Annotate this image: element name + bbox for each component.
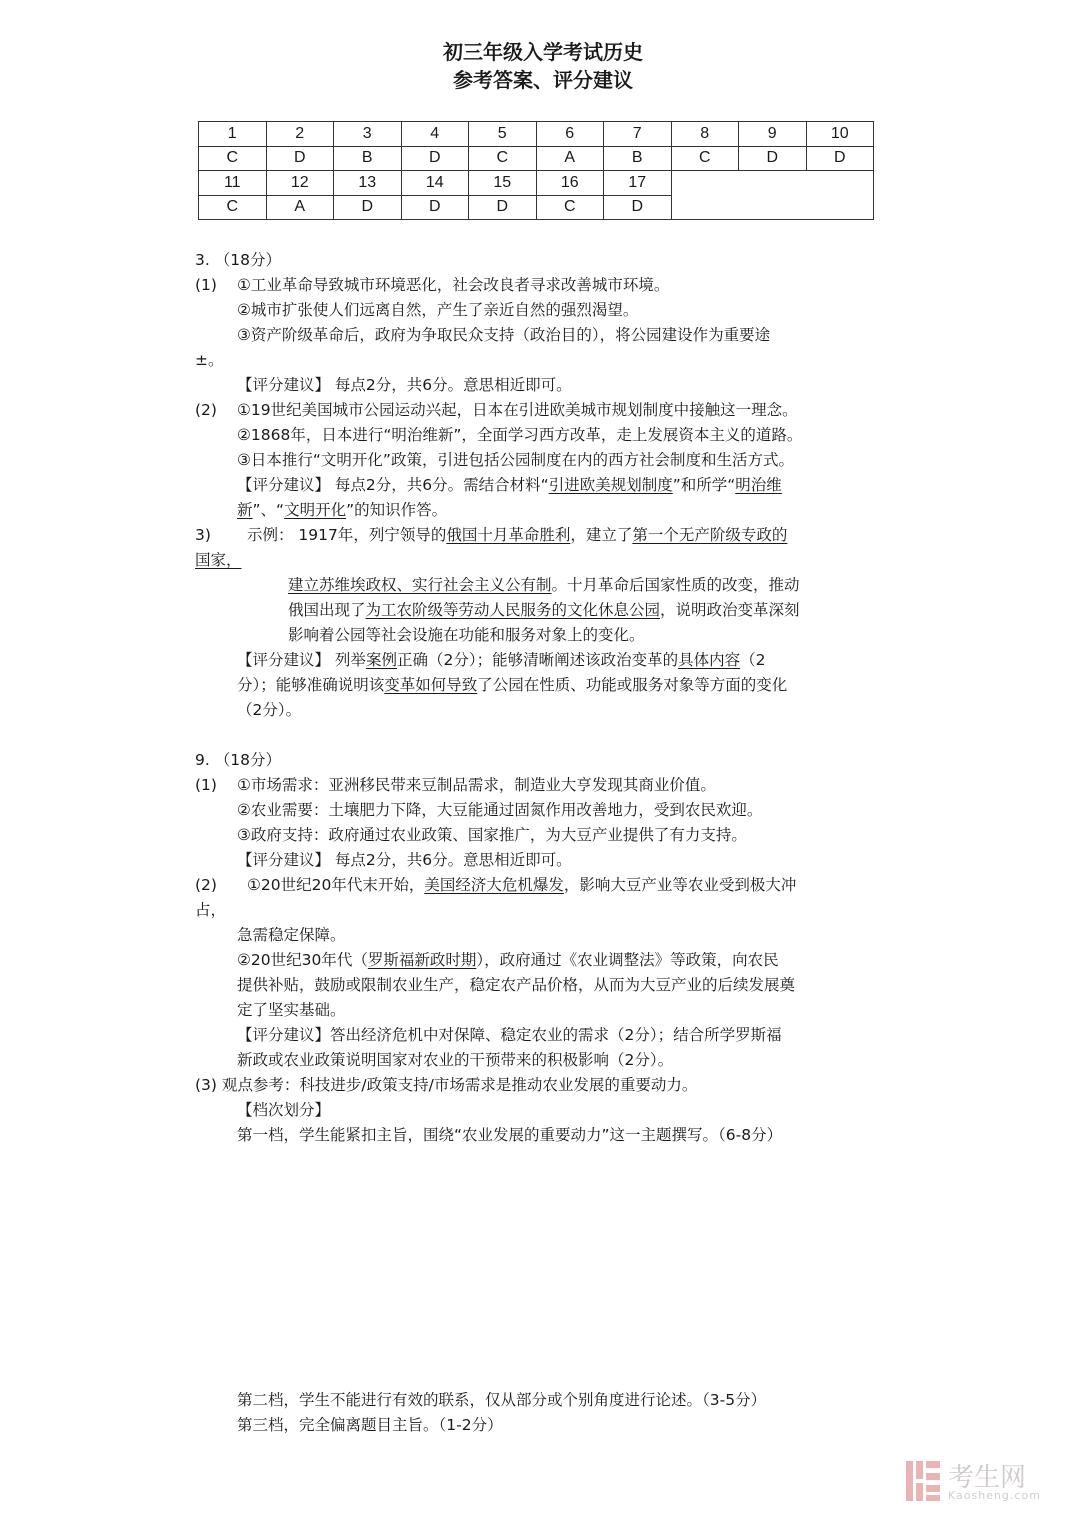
q-num: 1 bbox=[199, 122, 267, 147]
q-num: 4 bbox=[401, 122, 469, 147]
q19-p2-score: 新政或农业政策说明国家对农业的干预带来的积极影响（2分）。 bbox=[237, 1051, 674, 1069]
q-num: 10 bbox=[806, 122, 874, 147]
watermark-text: 考生网 bbox=[948, 1463, 1027, 1493]
q18-p2-line: ③日本推行“文明开化”政策，引进包括公园制度在内的西方社会制度和生活方式。 bbox=[237, 451, 794, 469]
q-answer: A bbox=[266, 195, 334, 220]
q-num: 16 bbox=[536, 171, 604, 196]
q-answer: C bbox=[199, 146, 267, 171]
q-num: 8 bbox=[671, 122, 739, 147]
q-answer: C bbox=[671, 146, 739, 171]
q-answer: D bbox=[806, 146, 874, 171]
q-num: 13 bbox=[334, 171, 402, 196]
q18-p3-line: 国家， bbox=[195, 551, 242, 569]
q-answer: B bbox=[334, 146, 402, 171]
table-row bbox=[199, 146, 874, 171]
q18-p1-line: ①工业革命导致城市环境恶化，社会改良者寻求改善城市环境。 bbox=[237, 276, 670, 294]
q-num: 6 bbox=[536, 122, 604, 147]
answer-table bbox=[198, 121, 874, 220]
q19-header: 9. （18分） bbox=[195, 751, 281, 769]
doc-title: 初三年级入学考试历史 bbox=[443, 40, 643, 64]
q19-p3-line: 第一档，学生能紧扣主旨，围绕“农业发展的重要动力”这一主题撰写。（6-8分） bbox=[237, 1126, 783, 1144]
q19-p1-line: ②农业需要：土壤肥力下降，大豆能通过固氮作用改善地力，受到农民欢迎。 bbox=[237, 801, 763, 819]
q-answer: C bbox=[469, 146, 537, 171]
q18-p1-line: ②城市扩张使人们远离自然，产生了亲近自然的强烈渴望。 bbox=[237, 301, 639, 319]
q19-p2-line: ②20世纪30年代（罗斯福新政时期），政府通过《农业调整法》等政策，向农民 bbox=[237, 951, 779, 969]
q18-p1-label: (1) bbox=[195, 276, 217, 294]
q18-p1-line: ③资产阶级革命后，政府为争取民众支持（政治目的），将公园建设作为重要途 bbox=[237, 326, 771, 344]
q19-p1-line: ③政府支持：政府通过农业政策、国家推广，为大豆产业提供了有力支持。 bbox=[237, 826, 747, 844]
q-num: 17 bbox=[604, 171, 672, 196]
q-answer: D bbox=[604, 195, 672, 220]
watermark-sub: Kaosheng.com bbox=[948, 1489, 1041, 1502]
table-row bbox=[199, 122, 874, 147]
q19-p3-line: 第二档，学生不能进行有效的联系，仅从部分或个别角度进行论述。（3-5分） bbox=[237, 1391, 767, 1409]
q-answer: B bbox=[604, 146, 672, 171]
q18-p3-line: 俄国出现了为工农阶级等劳动人民服务的文化休息公园，说明政治变革深刻 bbox=[288, 601, 800, 619]
q18-p2-score-cont: 新”、“文明开化”的知识作答。 bbox=[237, 501, 448, 519]
q18-p2-line: ①19世纪美国城市公园运动兴起，日本在引进欧美城市规划制度中接触这一理念。 bbox=[237, 401, 798, 419]
q19-p1-score: 【评分建议】 每点2分，共6分。意思相近即可。 bbox=[237, 851, 572, 869]
q18-p2-score: 【评分建议】 每点2分，共6分。需结合材料“引进欧美规划制度”和所学“明治维 bbox=[237, 476, 782, 494]
q-answer: D bbox=[334, 195, 402, 220]
q-answer: D bbox=[401, 146, 469, 171]
q-num: 7 bbox=[604, 122, 672, 147]
q-num: 15 bbox=[469, 171, 537, 196]
q18-p3-line: 建立苏维埃政权、实行社会主义公有制。十月革命后国家性质的改变，推动 bbox=[288, 576, 800, 594]
q18-p3-line: 影响着公园等社会设施在功能和服务对象上的变化。 bbox=[288, 626, 645, 644]
q19-p1-label: (1) bbox=[195, 776, 217, 794]
q19-p2-line: 急需稳定保障。 bbox=[237, 926, 346, 944]
q19-p3-line: (3) 观点参考：科技进步/政策支持/市场需求是推动农业发展的重要动力。 bbox=[195, 1076, 698, 1094]
q19-p2-line: 提供补贴，鼓励或限制农业生产，稳定农产品价格，从而为大豆产业的后续发展奠 bbox=[237, 976, 796, 994]
q-num: 5 bbox=[469, 122, 537, 147]
q-num: 12 bbox=[266, 171, 334, 196]
empty-cell bbox=[671, 171, 874, 220]
q18-header: 3. （18分） bbox=[195, 251, 281, 269]
q-num: 3 bbox=[334, 122, 402, 147]
q18-p2-line: ②1868年，日本进行“明治维新”，全面学习西方改革，走上发展资本主义的道路。 bbox=[237, 426, 803, 444]
q-num: 2 bbox=[266, 122, 334, 147]
q18-p3-score: 分）；能够准确说明该变革如何导致了公园在性质、功能或服务对象等方面的变化 bbox=[237, 676, 788, 694]
q18-p3-label: 3) bbox=[195, 526, 211, 544]
q19-p2-line: 定了坚实基础。 bbox=[237, 1001, 346, 1019]
q19-p3-line: 【档次划分】 bbox=[237, 1101, 331, 1119]
q19-p2-line: 占， bbox=[195, 901, 227, 919]
q-num: 9 bbox=[739, 122, 807, 147]
q18-p3-line: 示例： 1917年，列宁领导的俄国十月革命胜利，建立了第一个无产阶级专政的 bbox=[247, 526, 788, 544]
q18-p1-score: 【评分建议】 每点2分，共6分。意思相近即可。 bbox=[237, 376, 572, 394]
q19-p3-line: 第三档，完全偏离题目主旨。（1-2分） bbox=[237, 1416, 503, 1434]
q-num: 11 bbox=[199, 171, 267, 196]
q18-p1-line: ±。 bbox=[195, 351, 224, 369]
q18-p2-label: (2) bbox=[195, 401, 217, 419]
table-row bbox=[199, 171, 874, 196]
q18-p3-score: （2分）。 bbox=[237, 701, 302, 719]
q19-p2-label: (2) bbox=[195, 876, 217, 894]
q-answer: D bbox=[401, 195, 469, 220]
q19-p2-score: 【评分建议】答出经济危机中对保障、稳定农业的需求（2分）；结合所学罗斯福 bbox=[237, 1026, 782, 1044]
q-answer: A bbox=[536, 146, 604, 171]
doc-subtitle: 参考答案、评分建议 bbox=[453, 68, 633, 92]
q-answer: D bbox=[469, 195, 537, 220]
q-answer: D bbox=[266, 146, 334, 171]
q-answer: D bbox=[739, 146, 807, 171]
q19-p2-line: ①20世纪20年代末开始，美国经济大危机爆发，影响大豆产业等农业受到极大冲 bbox=[247, 876, 797, 894]
q-answer: C bbox=[536, 195, 604, 220]
q-answer: C bbox=[199, 195, 267, 220]
q-num: 14 bbox=[401, 171, 469, 196]
q19-p1-line: ①市场需求：亚洲移民带来豆制品需求，制造业大亨发现其商业价值。 bbox=[237, 776, 716, 794]
q18-p3-score: 【评分建议】 列举案例正确（2分）；能够清晰阐述该政治变革的具体内容（2 bbox=[237, 651, 766, 669]
